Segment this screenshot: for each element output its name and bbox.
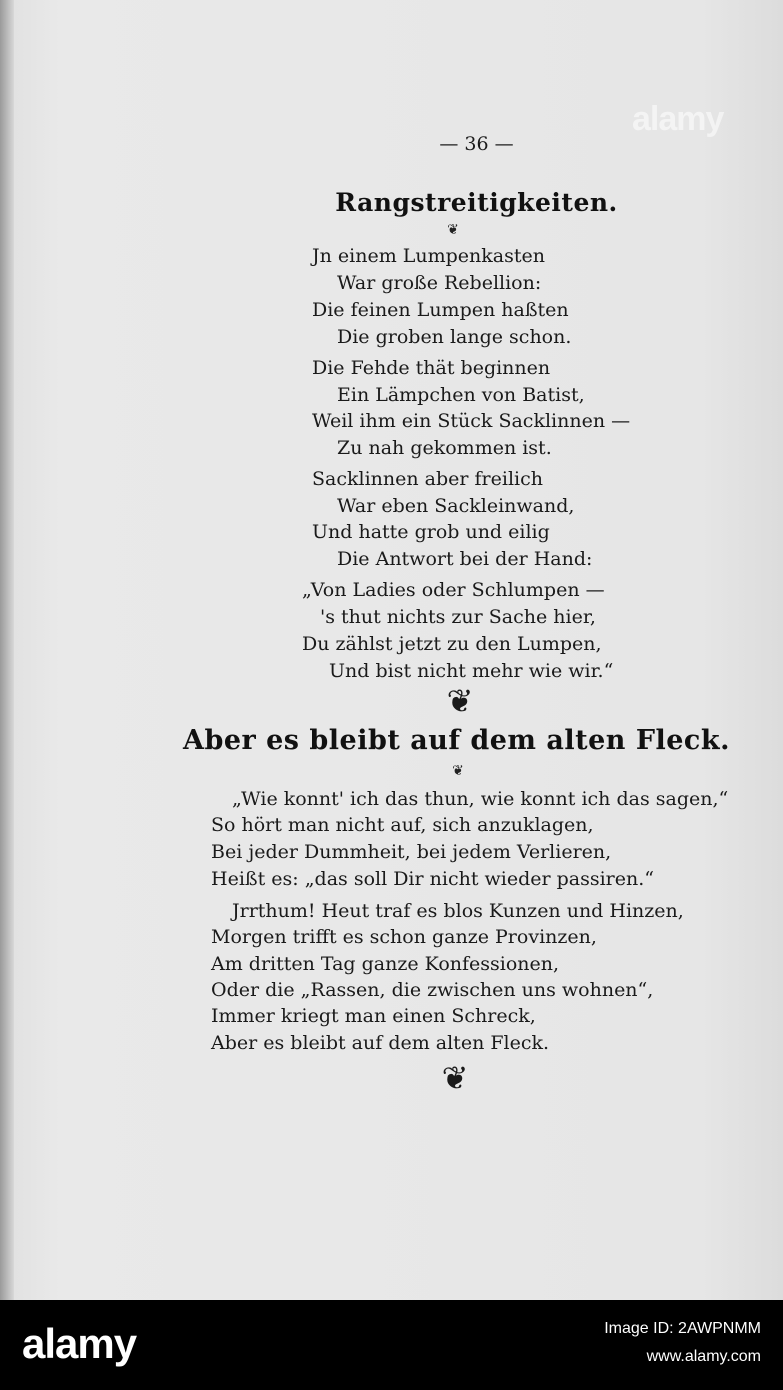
footer-url: www.alamy.com [646, 1348, 761, 1365]
poem-title-alter-fleck: Aber es bleibt auf dem alten Fleck. [183, 725, 730, 756]
poem1-line: 's thut nichts zur Sache hier, [320, 606, 596, 628]
poem2-line: „Wie konnt' ich das thun, wie konnt ich das sagen,“ [232, 788, 729, 810]
fleuron-large-icon: ❦ [446, 682, 474, 720]
watermark-logo: alamy [632, 100, 724, 138]
poem2-line: Aber es bleibt auf dem alten Fleck. [211, 1032, 550, 1054]
poem2-line: Immer kriegt man einen Schreck, [211, 1005, 536, 1027]
poem1-line: War große Rebellion: [337, 272, 542, 294]
poem1-line: Und bist nicht mehr wie wir.“ [329, 660, 614, 682]
poem1-line: War eben Sackleinwand, [337, 495, 575, 517]
fleuron-icon: ❦ [447, 222, 459, 238]
poem1-line: Die feinen Lumpen haßten [312, 299, 569, 321]
poem1-line: Zu nah gekommen ist. [337, 437, 552, 459]
poem1-line: Ein Lämpchen von Batist, [337, 384, 585, 406]
poem1-line: Die Antwort bei der Hand: [337, 548, 593, 570]
footer-image-id: Image ID: 2AWPNMM [604, 1320, 761, 1337]
poem2-line: So hört man nicht auf, sich anzuklagen, [211, 814, 594, 836]
poem2-line: Oder die „Rassen, die zwischen uns wohnen“, [211, 979, 654, 1001]
page-number: — 36 — [439, 133, 514, 155]
poem2-line: Am dritten Tag ganze Konfessionen, [211, 953, 560, 975]
poem2-line: Morgen trifft es schon ganze Provinzen, [211, 926, 597, 948]
poem1-line: Sacklinnen aber freilich [312, 468, 543, 490]
footer-logo: alamy [22, 1320, 137, 1367]
poem1-line: Weil ihm ein Stück Sacklinnen — [312, 410, 631, 432]
poem1-line: Die groben lange schon. [337, 326, 572, 348]
poem2-line: Jrrthum! Heut traf es blos Kunzen und Hinzen, [232, 900, 684, 922]
fleuron-icon: ❦ [452, 763, 464, 779]
poem1-line: Und hatte grob und eilig [312, 521, 550, 543]
stock-footer [0, 1300, 783, 1390]
poem2-line: Bei jeder Dummheit, bei jedem Verlieren, [211, 841, 612, 863]
poem-title-rangstreitigkeiten: Rangstreitigkeiten. [335, 188, 618, 217]
fleuron-large-icon: ❦ [441, 1059, 469, 1097]
poem1-line: Die Fehde thät beginnen [312, 357, 551, 379]
poem2-line: Heißt es: „das soll Dir nicht wieder passiren.“ [211, 868, 654, 890]
poem1-line: Jn einem Lumpenkasten [312, 245, 545, 267]
poem1-line: Du zählst jetzt zu den Lumpen, [302, 633, 602, 655]
poem1-line: „Von Ladies oder Schlumpen — [302, 579, 605, 601]
